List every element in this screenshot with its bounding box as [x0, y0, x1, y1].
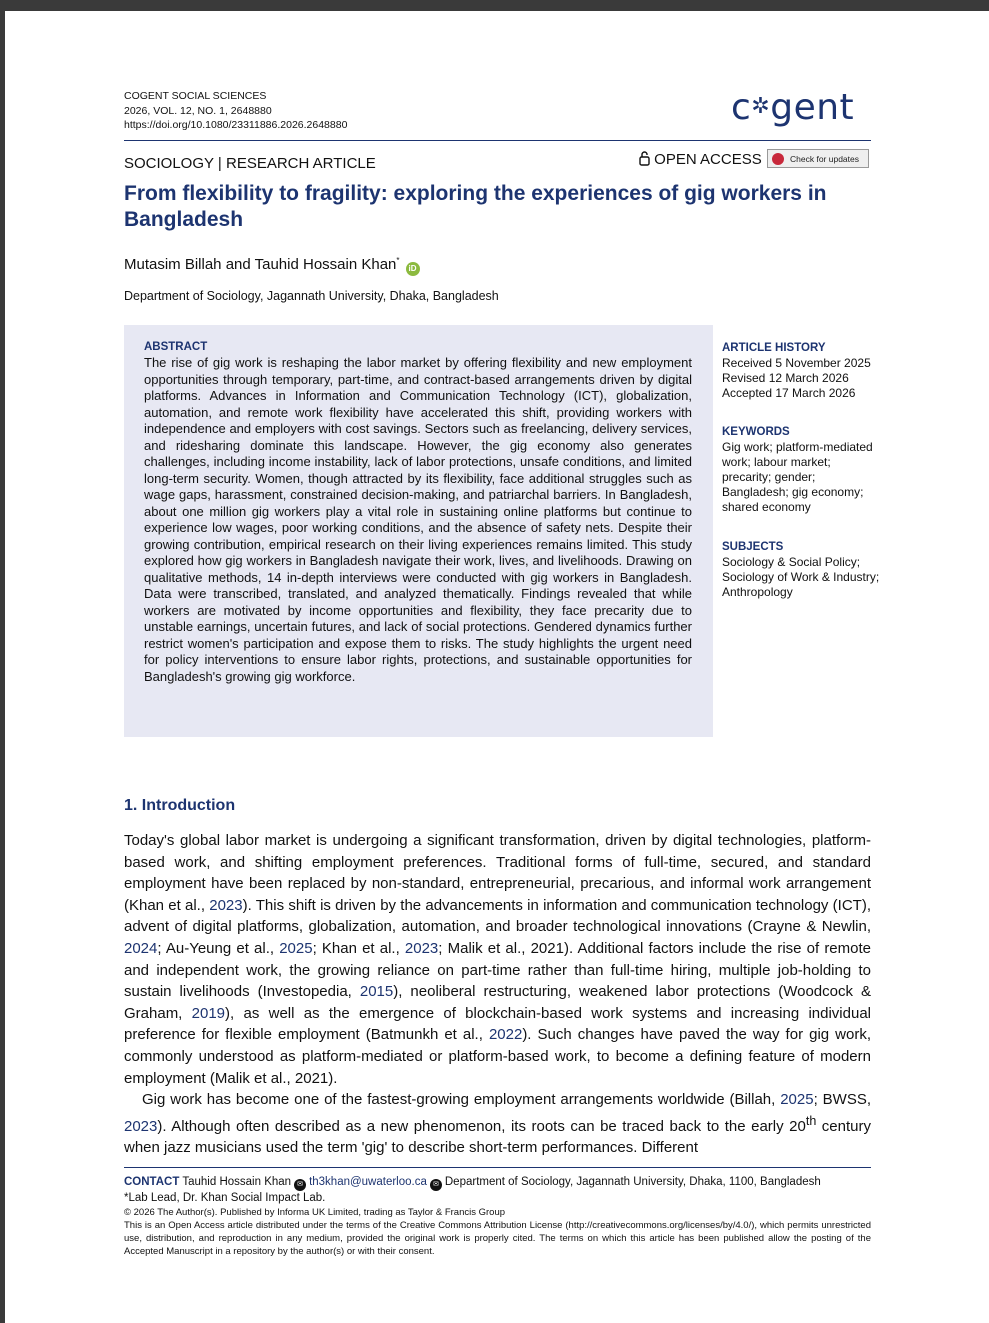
text-run: ; Au-Yeung et al.,: [157, 939, 280, 957]
keywords-text: Gig work; platform-mediated work; labour market; precarity; gender; Bangladesh; gig economy; shared economy: [722, 440, 873, 514]
text-run: ; BWSS,: [813, 1091, 871, 1109]
open-access-badge: [639, 151, 762, 168]
subjects-heading: SUBJECTS: [722, 541, 784, 553]
text-run: ), neoliberal restructuring, weakened labor protections (Woodcock & Graham,: [124, 983, 871, 1022]
section-heading-introduction: 1. Introduction: [124, 797, 236, 814]
open-lock-icon: [639, 151, 650, 166]
keywords-block: [722, 425, 882, 515]
citation-link[interactable]: 2015: [359, 983, 394, 1001]
article-title: From flexibility to fragility: exploring the experiences of gig workers in Bangladesh: [124, 182, 827, 231]
orcid-icon[interactable]: iD: [406, 262, 420, 276]
cogent-logo: [731, 87, 854, 128]
paper-page: [5, 11, 989, 1323]
text-run: Gig work has become one of the fastest-growing employment arrangements worldwide (Billah,: [142, 1091, 781, 1109]
license-text: This is an Open Access article distributed under the terms of the Creative Commons Attribution License (http://creativecommons.org/licenses/by/4.0/), which permits unrestricted use, distribution, and reproduction in any medium, provided the original work is properly cited. The terms on which this article has been published allow the posting of the Accepted Manuscript in a repository by the author(s) or with their consent.: [124, 1220, 871, 1257]
copyright: © 2026 The Author(s). Published by Informa UK Limited, trading as Taylor & Francis Group: [124, 1207, 506, 1218]
text-run: ). Although often described as a new phenomenon, its roots can be traced back to the early 20: [157, 1117, 806, 1135]
journal-name: COGENT SOCIAL SCIENCES: [124, 90, 267, 102]
text-run: ). This shift is driven by the advancements in information and communication technology (ICT), advent of digital platforms, globalization, automation, and broader technological innovations (Crayne & Newlin,: [124, 896, 871, 936]
author-line: [124, 256, 420, 276]
author-footnote-mark: *: [396, 256, 400, 265]
email-icon: ✉: [294, 1179, 306, 1191]
license-block: [124, 1206, 871, 1258]
journal-volume: 2026, VOL. 12, NO. 1, 2648880: [124, 104, 272, 117]
citation-link[interactable]: 2025: [780, 1091, 814, 1109]
text-run: ), as well as the emergence of blockchain-based work systems and increasing individual preference for flexible employment (Batmunkh et al.,: [124, 1004, 871, 1044]
subjects-text: Sociology & Social Policy; Sociology of Work & Industry; Anthropology: [722, 555, 880, 599]
history-accepted: Accepted 17 March 2026: [722, 386, 856, 400]
text-run: ). Such changes have paved the way for gig work, commonly understood as platform-mediated or platform-based work, to become a defining feature of modern employment (Malik et al., 2021).: [124, 1026, 871, 1087]
contact-label: CONTACT: [124, 1176, 180, 1188]
check-updates-label: Check for updates: [790, 154, 859, 164]
subjects-block: [722, 540, 882, 600]
journal-info: [124, 89, 347, 133]
citation-link[interactable]: 2022: [488, 1026, 523, 1044]
introduction-body: [124, 830, 871, 1159]
footer-rule: [124, 1167, 871, 1168]
logo-text-left: c: [731, 87, 752, 128]
contact-address: Department of Sociology, Jagannath University, Dhaka, 1100, Bangladesh: [444, 1176, 821, 1188]
author-note: *Lab Lead, Dr. Khan Social Impact Lab.: [124, 1192, 326, 1204]
superscript: th: [805, 1113, 817, 1128]
paragraph: [124, 1089, 871, 1159]
citation-link[interactable]: 2023: [404, 939, 439, 957]
doi-link[interactable]: https://doi.org/10.1080/23311886.2026.2648880: [124, 119, 348, 131]
check-updates-button[interactable]: [767, 149, 869, 168]
citation-link[interactable]: 2023: [209, 896, 243, 914]
history-heading: ARTICLE HISTORY: [722, 342, 826, 354]
crossmark-icon: [772, 153, 784, 165]
article-section: SOCIOLOGY | RESEARCH ARTICLE: [124, 155, 376, 172]
citation-link[interactable]: 2019: [191, 1004, 226, 1022]
abstract-text: The rise of gig work is reshaping the labor market by offering flexibility and new employment opportunities through temporary, part-time, and contract-based arrangements driven by digital platforms. Advances in Information and Communication Technology (ICT), globalization, automation, and remote work flexibility have accelerated this shift, providing workers with independence and employers with cost savings. Sectors such as freelancing, delivery services, and ridesharing dominate this landscape. However, the gig economy also generates challenges, including income instability, lack of labor protections, unsafe conditions, and limited long-term security. Women, though attracted by its flexibility, face additional struggles such as wage gaps, harassment, constrained decision-making, and patriarchal barriers. In Bangladesh, about one million gig workers play a vital role in sustaining online platforms but continue to experience low wages, poor working conditions, and the absence of safety nets. Despite their growing contribution, empirical research on their living experiences remains limited. This study explored how gig workers in Bangladesh navigate their work, lives, and livelihoods. Drawing on qualitative methods, 14 in-depth interviews were conducted with gig workers in Bangladesh. Data were transcribed, translated, and analyzed thematically. Findings revealed that while workers are motivated by income opportunities and flexibility, they face precarity due to unstable earnings, uncertain futures, and lack of social protections. Gendered dynamics further restrict women's participation and expose them to risks. The study highlights the urgent need for policy interventions to ensure labor rights, protections, and sustainable opportunities for Bangladesh's growing gig workforce.: [144, 355, 692, 684]
logo-star-icon: ✲: [751, 94, 771, 119]
contact-line: [124, 1175, 884, 1205]
logo-text-right: gent: [770, 87, 855, 128]
article-history: [722, 341, 882, 401]
text-run: ; Malik et al., 2021). Additional factors include the rise of remote and independent work, the growing reliance on part-time rather than full-time hiring, multiple job-holding to sustain livelihoods (Investopedia,: [124, 939, 872, 1001]
address-icon: ✉: [430, 1179, 442, 1191]
contact-name: Tauhid Hossain Khan: [182, 1176, 292, 1188]
authors: Mutasim Billah and Tauhid Hossain Khan: [124, 256, 397, 273]
history-received: Received 5 November 2025: [722, 356, 871, 370]
paragraph: [124, 830, 871, 1089]
affiliation: Department of Sociology, Jagannath University, Dhaka, Bangladesh: [124, 289, 499, 303]
header-rule: [124, 140, 871, 141]
citation-link[interactable]: 2023: [124, 1117, 158, 1135]
history-revised: Revised 12 March 2026: [722, 371, 849, 385]
text-run: ; Khan et al.,: [312, 939, 405, 957]
text-run: century when jazz musicians used the term 'gig' to describe short-term performances. Different: [124, 1117, 871, 1157]
text-run: Today's global labor market is undergoing a significant transformation, driven by digital technologies, platform-based work, and shifting employment preferences. Traditional forms of full-time, secured, and standard employment have been replaced by non-standard, entrepreneurial, precarious, and informal work arrangement (Khan et al.,: [124, 832, 871, 914]
contact-email[interactable]: th3khan@uwaterloo.ca: [309, 1176, 427, 1188]
abstract-heading: ABSTRACT: [144, 341, 208, 353]
citation-link[interactable]: 2024: [124, 939, 158, 957]
citation-link[interactable]: 2025: [279, 939, 313, 957]
keywords-heading: KEYWORDS: [722, 426, 790, 438]
open-access-label: OPEN ACCESS: [654, 151, 762, 168]
